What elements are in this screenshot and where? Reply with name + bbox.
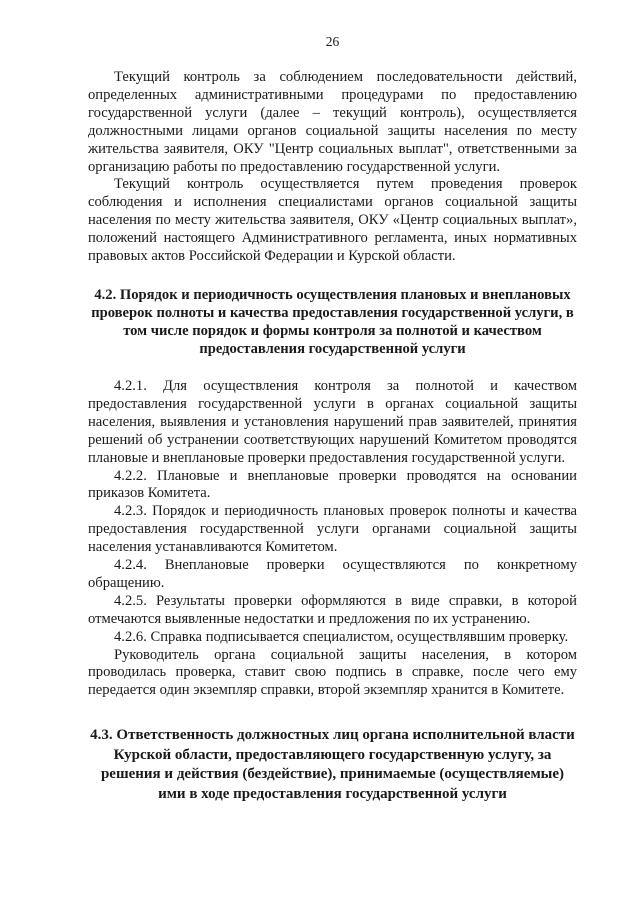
paragraph-head-signature: Руководитель органа социальной защиты населения, в котором проводилась проверка, ставит свою подпись в справке, после чего ему передается один экземпляр справки, второй экземпляр хранится в Комитете. xyxy=(88,646,577,699)
paragraph-4-2-6: 4.2.6. Справка подписывается специалистом, осуществлявшим проверку. xyxy=(114,628,569,645)
paragraph-4-2-3: 4.2.3. Порядок и периодичность плановых проверок полноты и качества предоставления государственной услуги органами социальной защиты населения устанавливаются Комитетом. xyxy=(88,503,577,556)
paragraph-4-2-4: 4.2.4. Внеплановые проверки осуществляются по конкретному обращению. xyxy=(88,557,577,591)
section-4-3-heading: 4.3. Ответственность должностных лиц органа исполнительной власти Курской области, предоставляющего государственную услугу, за решения и действия (бездействие), принимаемые (осуществляемые) ими в ходе предоставления государственной услуги xyxy=(90,727,575,802)
paragraph-4-2-5: 4.2.5. Результаты проверки оформляются в виде справки, в которой отмечаются выявленные недостатки и предложения по их устранению. xyxy=(88,592,577,627)
paragraph-current-control-method: Текущий контроль осуществляется путем проведения проверок соблюдения и исполнения специалистами органов социальной защиты населения по месту жительства заявителя, ОКУ «Центр социальных выплат», положений настоящего Административного регламента, иных нормативных правовых актов Российской Федерации и Курской области. xyxy=(88,176,577,265)
paragraph-4-2-1: 4.2.1. Для осуществления контроля за полнотой и качеством предоставления государственной услуги в органах социальной защиты населения, выявления и установления нарушений прав заявителей, принятия решений об устранении соответствующих нарушений Комитетом проводятся плановые и внеплановые проверки предоставления государственной услуги. xyxy=(88,377,577,466)
document-page xyxy=(88,34,577,824)
paragraph-current-control: Текущий контроль за соблюдением последовательности действий, определенных административными процедурами по предоставлению государственной услуги (далее – текущий контроль), осуществляется должностными лицами органов социальной защиты населения по месту жительства заявителя, ОКУ "Центр социальных выплат", ответственными за организацию работы по предоставлению государственной услуги. xyxy=(88,69,577,175)
page-number: 26 xyxy=(325,34,340,49)
section-4-2-heading: 4.2. Порядок и периодичность осуществления плановых и внеплановых проверок полноты и качества предоставления государственной услуги, в том числе порядок и формы контроля за полнотой и качеством предоставления государственной услуги xyxy=(91,286,574,357)
paragraph-4-2-2: 4.2.2. Плановые и внеплановые проверки проводятся на основании приказов Комитета. xyxy=(88,467,577,502)
